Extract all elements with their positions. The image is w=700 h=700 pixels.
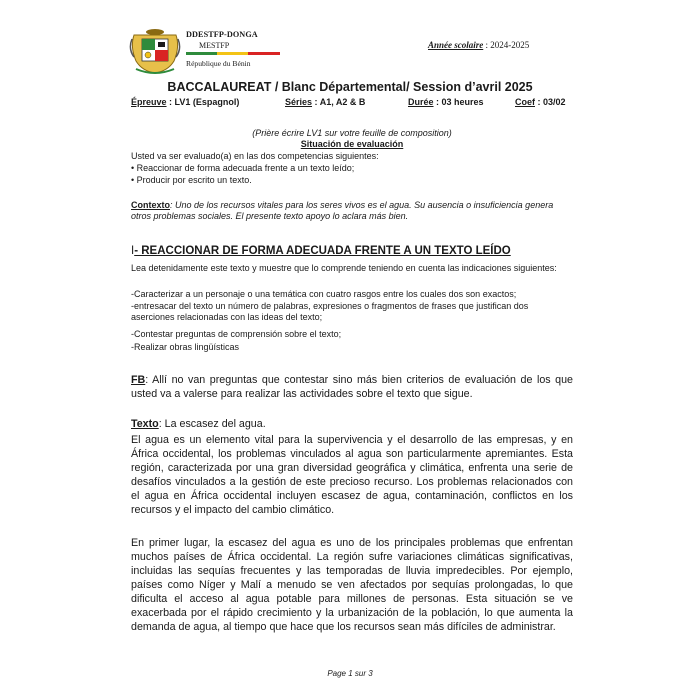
series-value: : A1, A2 & B <box>312 97 366 107</box>
coef-label: Coef <box>515 97 535 107</box>
section-1-item-2: -entresacar del texto un número de palabras, expresiones o fragmentos de frases que justifican dos aserciones relacionadas con las ideas del texto; <box>131 301 529 322</box>
situation-title: Situación de evaluación <box>300 139 404 149</box>
meta-epreuve <box>131 97 239 107</box>
coef-value: : 03/02 <box>535 97 566 107</box>
section-1-item-3: -Contestar preguntas de comprensión sobre el texto; <box>131 329 342 339</box>
texto-paragraph-1: El agua es un elemento vital para la supervivencia y el desarrollo de las empresas, y en África occidental, los problemas vinculados al agua son particularmente apremiantes. Esta región, caracterizada por una gran diversidad geográfica y climática, enfrenta una serie de desafíos vinculados a la gestión de este precioso recurso. Los problemas relacionados con el agua en África occidental incluyen escasez de agua, contaminación, conflictos en los recursos y el impacto del cambio climático. <box>131 434 573 516</box>
intro-line-1: Usted va ser evaluado(a) en las dos competencias siguientes: <box>131 151 379 161</box>
school-year-value: : 2024-2025 <box>483 40 530 50</box>
composition-note: (Prière écrire LV1 sur votre feuille de composition) <box>252 128 452 138</box>
texto-heading <box>131 417 573 431</box>
section-1-item-4: -Realizar obras lingüísticas <box>131 342 240 352</box>
duree-value: : 03 heures <box>433 97 484 107</box>
contexto-label: Contexto <box>131 200 170 210</box>
duree-label: Durée <box>408 97 434 107</box>
coat-of-arms-logo <box>128 27 182 77</box>
intro-line-3: • Producir por escrito un texto. <box>131 175 252 185</box>
texto-title: : La escasez del agua. <box>158 418 266 430</box>
section-1-item-1: -Caracterizar a un personaje o una temática con cuatro rasgos entre los cuales dos son exactos; <box>131 289 517 299</box>
exam-title: BACCALAUREAT / Blanc Départemental/ Session d’avril 2025 <box>167 80 533 94</box>
school-year <box>428 40 529 50</box>
fb-note <box>131 373 573 401</box>
meta-duree <box>408 97 484 107</box>
page-number: Page 1 sur 3 <box>327 669 373 678</box>
section-1-title: - REACCIONAR DE FORMA ADECUADA FRENTE A UN TEXTO LEÍDO <box>134 245 511 257</box>
organization-block <box>186 30 280 68</box>
meta-coef <box>515 97 566 107</box>
contexto-paragraph <box>131 200 573 222</box>
texto-label: Texto <box>131 418 159 430</box>
fb-label: FB <box>131 374 146 386</box>
section-1-prefix: I <box>131 245 135 257</box>
ministry-name: MESTFP <box>199 41 230 50</box>
flag-stripe <box>186 52 280 55</box>
section-1-heading <box>131 244 573 258</box>
meta-series <box>285 97 365 107</box>
series-label: Séries <box>285 97 313 107</box>
contexto-text: : Uno de los recursos vitales para los seres vivos es el agua. Su ausencia o insuficiencia genera otros problemas sociales. El presente texto apoyo lo aclara más bien. <box>131 200 554 221</box>
country-name: République du Bénin <box>186 59 251 68</box>
intro-line-2: • Reaccionar de forma adecuada frente a un texto leído; <box>131 163 355 173</box>
school-year-label: Année scolaire <box>428 40 484 50</box>
fb-text: : Allí no van preguntas que contestar sino más bien criterios de evaluación de los que usted va a valerse para realizar las actividades sobre el texto que sigue. <box>131 374 573 400</box>
epreuve-label: Épreuve <box>131 97 167 107</box>
texto-paragraph-2: En primer lugar, la escasez del agua es uno de los principales problemas que enfrentan muchos países de África occidental. La región sufre variaciones climáticas significativas, incluidas las sequías frecuentes y las temporadas de lluvia impredecibles. Por ejemplo, países como Níger y Malí a menudo se ven afectados por sequías prolongadas, lo que dificulta el acceso al agua potable para millones de personas. Esta situación se ve exacerbada por el rápido crecimiento y la urbanización de la población, lo que aumenta la demanda de agua, al tiempo que hace que los recursos sean más difíciles de administrar. <box>131 537 573 633</box>
org-name: DDESTFP-DONGA <box>186 30 258 39</box>
section-1-intro: Lea detenidamente este texto y muestre que lo comprende teniendo en cuenta las indicaciones siguientes: <box>131 263 557 273</box>
epreuve-value: : LV1 (Espagnol) <box>166 97 240 107</box>
